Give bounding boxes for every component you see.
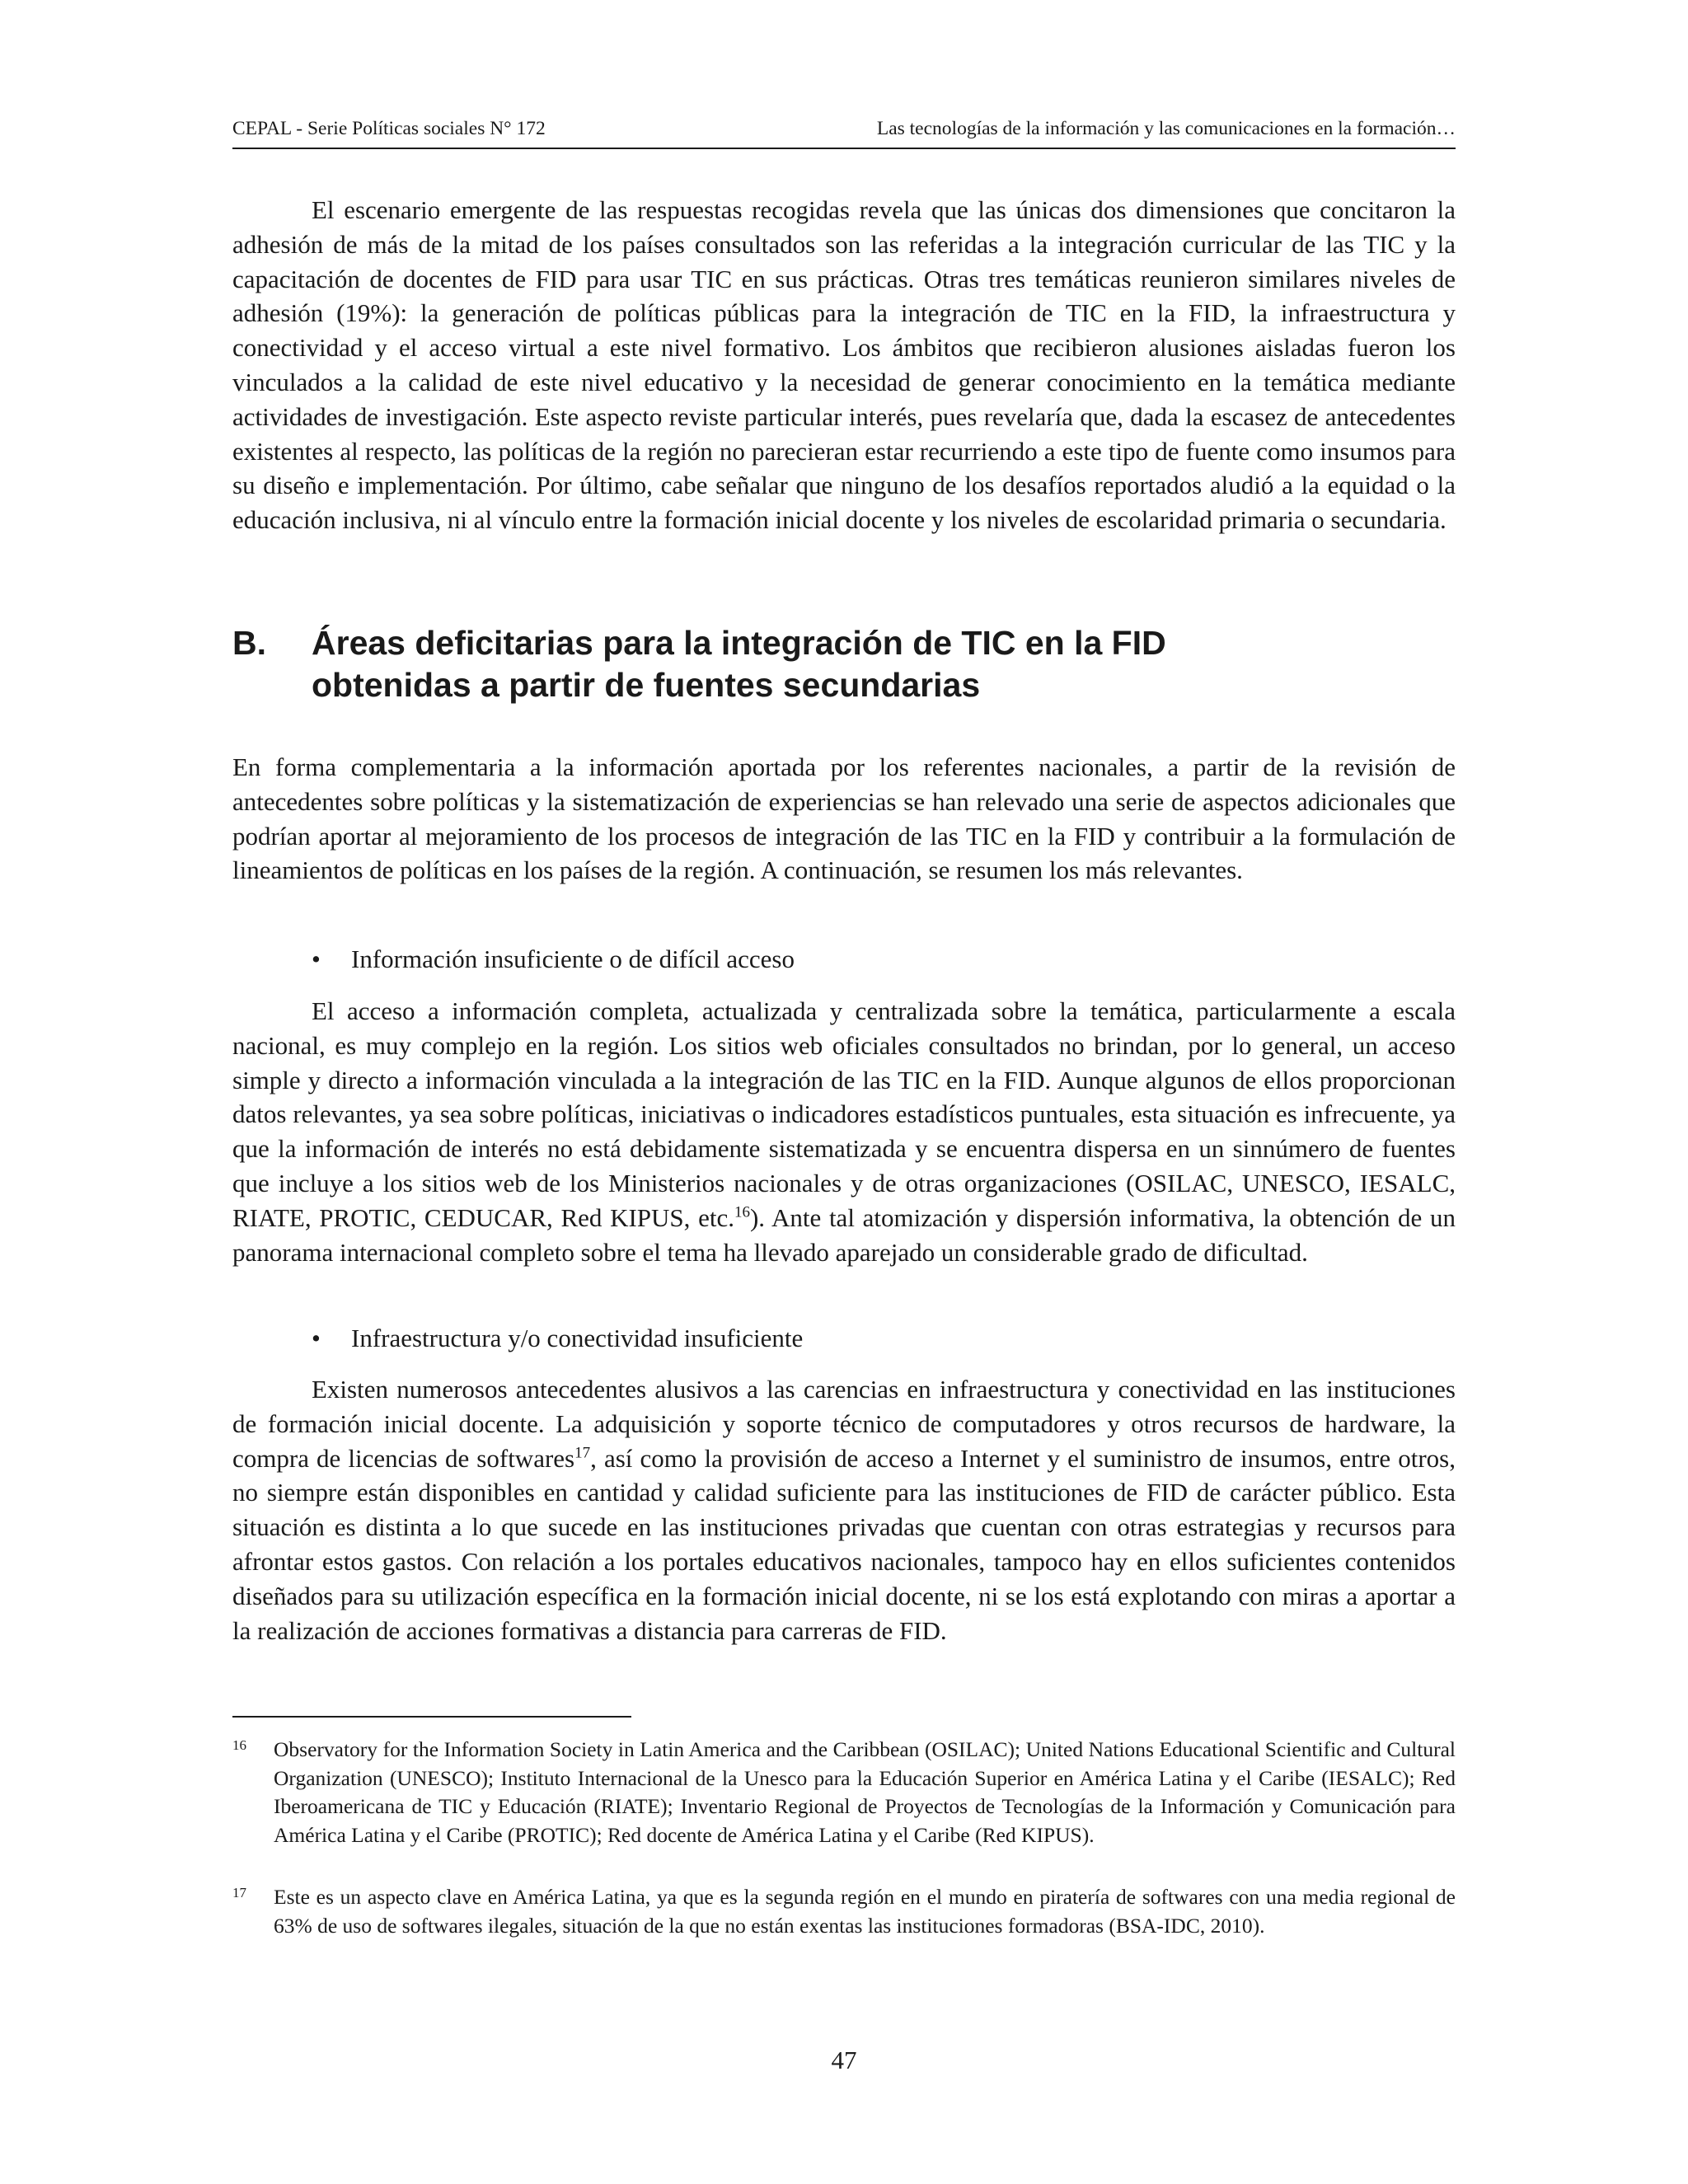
paragraph-text: Existen numerosos antecedentes alusivos a las carencias en infraestructura y conectividad en las instituciones de formación inicial docente. La adquisición y soporte técnico de computadores y otros recursos de hardware, la compra de licencias de softwares — [232, 1375, 1456, 1473]
footnote-ref-16[interactable]: 16 — [734, 1203, 750, 1221]
section-letter: B. — [232, 624, 266, 662]
bullet-item-informacion — [312, 942, 795, 977]
section-title-line-2: obtenidas a partir de fuentes secundarias — [312, 666, 981, 704]
paragraph-escenario: El escenario emergente de las respuestas recogidas revela que las únicas dos dimensiones que concitaron la adhesión de más de la mitad de los países consultados son las referidas a la integración curricular de las TIC y la capacitación de docentes de FID para usar TIC en sus prácticas. Otras tres temáticas reunieron similares niveles de adhesión (19%): la generación de políticas públicas para la integración de TIC en la FID, la infraestructura y conectividad y el acceso virtual a este nivel formativo. Los ámbitos que recibieron alusiones aisladas fueron los vinculados a la calidad de este nivel educativo y la necesidad de generar conocimiento en la temática mediante actividades de investigación. Este aspecto reviste particular interés, pues revelaría que, dada la escasez de antecedentes existentes al respecto, las políticas de la región no parecieran estar recurriendo a este tipo de fuente como insumos para su diseño e implementación. Por último, cabe señalar que ninguno de los desafíos reportados aludió a la equidad o la educación inclusiva, ni al vínculo entre la formación inicial docente y los niveles de escolaridad primaria o secundaria. — [232, 195, 1456, 535]
bullet-label: Infraestructura y/o conectividad insuficiente — [351, 1324, 804, 1352]
section-title-line-1: Áreas deficitarias para la integración de TIC en la FID — [312, 624, 1166, 662]
footnote-text: Este es un aspecto clave en América Latina, ya que es la segunda región en el mundo en piratería de softwares con una media regional de 63% de uso de softwares ilegales, situación de la que no están exentas las instituciones formadoras (BSA-IDC, 2010). — [274, 1885, 1456, 1938]
paragraph-infraestructura — [232, 1372, 1456, 1647]
header-series-title: CEPAL - Serie Políticas sociales N° 172 — [232, 118, 546, 139]
page-number: 47 — [831, 2046, 857, 2074]
section-heading-b — [232, 622, 1456, 706]
footnote-16 — [232, 1736, 1456, 1849]
paragraph-text: , así como la provisión de acceso a Internet y el suministro de insumos, entre otros, no siempre están disponibles en cantidad y calidad suficiente para las instituciones de FID de carácter público. Esta situación es distinta a lo que sucede en las instituciones privadas que cuentan con otras estrategias y recursos para afrontar estos gastos. Con relación a los portales educativos nacionales, tampoco hay en ellos suficientes contenidos diseñados para su utilización específica en la formación inicial docente, ni se los está explotando con miras a aportar a la realización de acciones formativas a distancia para carreras de FID. — [232, 1443, 1456, 1645]
header-document-title: Las tecnologías de la información y las comunicaciones en la formación… — [876, 118, 1456, 139]
footnote-number: 16 — [232, 1737, 246, 1753]
bullet-symbol: • — [312, 944, 321, 973]
document-page — [232, 0, 1456, 2184]
footnote-number: 17 — [232, 1885, 246, 1900]
bullet-label: Información insuficiente o de difícil acceso — [351, 944, 795, 973]
footnote-ref-17[interactable]: 17 — [574, 1444, 591, 1462]
footnote-17 — [232, 1883, 1456, 1940]
paragraph-text: El acceso a información completa, actualizada y centralizada sobre la temática, particularmente a escala nacional, es muy complejo en la región. Los sitios web oficiales consultados no brindan, por lo general, un acceso simple y directo a información vinculada a la integración de las TIC en la FID. Aunque algunos de ellos proporcionan datos relevantes, ya sea sobre políticas, iniciativas o indicadores estadísticos puntuales, esta situación es infrecuente, ya que la información de interés no está debidamente sistematizada y se encuentra dispersa en un sinnúmero de fuentes que incluye a los sitios web de los Ministerios nacionales y de otras organizaciones (OSILAC, UNESCO, IESALC, RIATE, PROTIC, CEDUCAR, Red KIPUS, etc. — [232, 996, 1456, 1232]
paragraph-text: ). Ante tal atomización y dispersión informativa, la obtención de un panorama internacional completo sobre el tema ha llevado aparejado un considerable grado de dificultad. — [232, 1202, 1456, 1267]
footnote-text: Observatory for the Information Society in Latin America and the Caribbean (OSILAC); United Nations Educational Scientific and Cultural Organization (UNESCO); Instituto Internacional de la Unesco para la Educación Superior en América Latina y el Caribe (IESALC); Red Iberoamericana de TIC y Educación (RIATE); Inventario Regional de Proyectos de Tecnologías de la Información y Comunicación para América Latina y el Caribe (PROTIC); Red docente de América Latina y el Caribe (Red KIPUS). — [274, 1737, 1456, 1847]
paragraph-acceso-informacion — [232, 994, 1456, 1269]
running-header — [232, 115, 1456, 149]
bullet-item-infraestructura — [312, 1321, 803, 1356]
bullet-symbol: • — [312, 1324, 321, 1352]
footnote-separator — [232, 1716, 631, 1718]
paragraph-complementaria: En forma complementaria a la información aportada por los referentes nacionales, a partir de la revisión de antecedentes sobre políticas y la sistematización de experiencias se han relevado una serie de aspectos adicionales que podrían aportar al mejoramiento de los procesos de integración de las TIC en la FID y contribuir a la formulación de lineamientos de políticas en los países de la región. A continuación, se resumen los más relevantes. — [232, 752, 1456, 885]
